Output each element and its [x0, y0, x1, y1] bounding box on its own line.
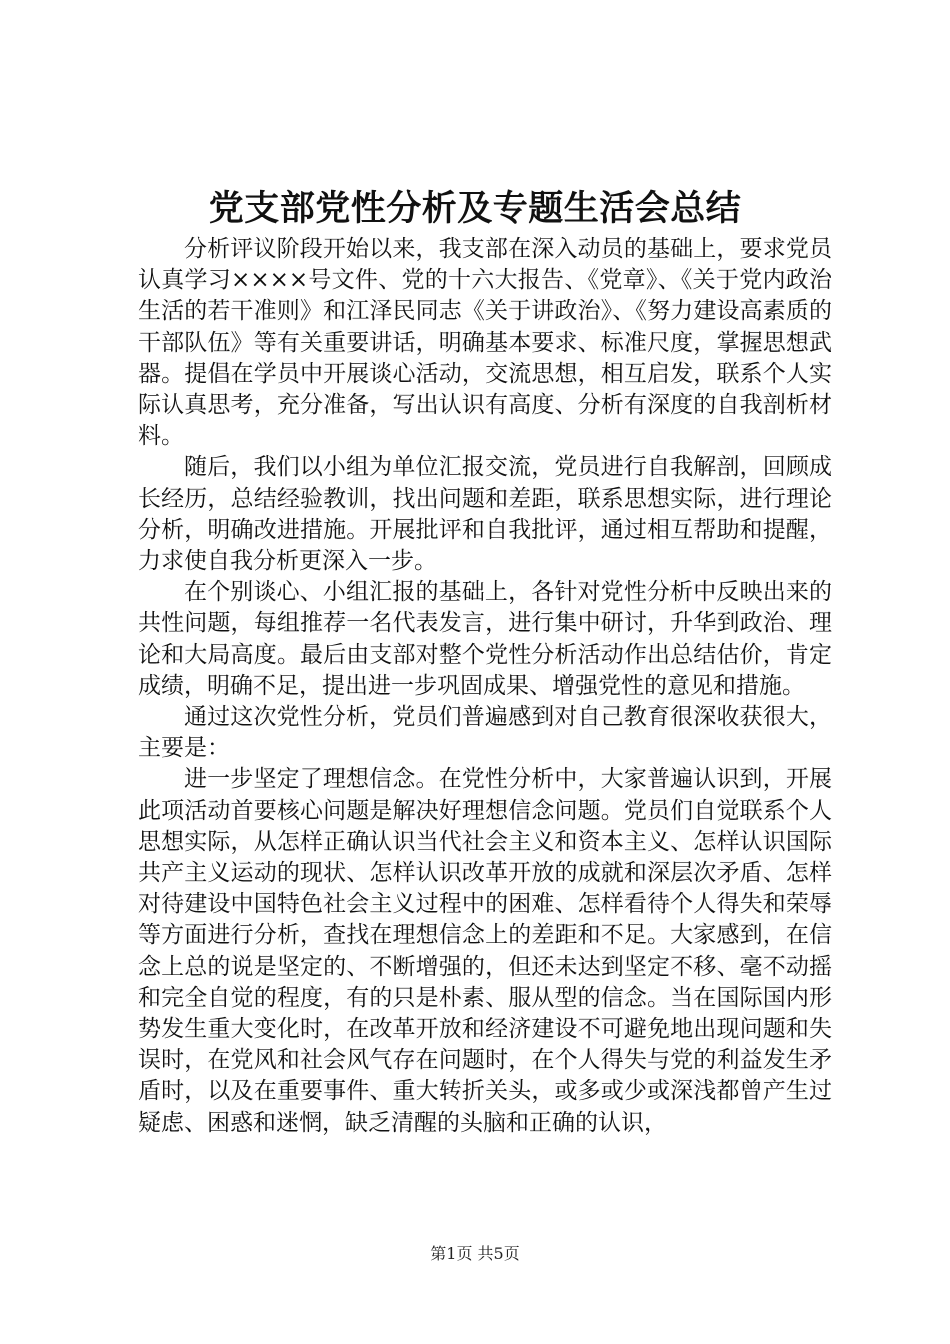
document-title: 党支部党性分析及专题生活会总结 [208, 188, 742, 229]
document-body [138, 234, 832, 1139]
paragraph-2: 随后，我们以小组为单位汇报交流，党员进行自我解剖，回顾成长经历，总结经验教训，找出问题和差距，联系思想实际，进行理论分析，明确改进措施。开展批评和自我批评，通过相互帮助和提醒，力求使自我分析更深入一步。 [138, 454, 832, 575]
paragraph-5: 进一步坚定了理想信念。在党性分析中，大家普遍认识到，开展此项活动首要核心问题是解决好理想信念问题。党员们自觉联系个人思想实际，从怎样正确认识当代社会主义和资本主义、怎样认识国际共产主义运动的现状、怎样认识改革开放的成就和深层次矛盾、怎样对待建设中国特色社会主义过程中的困难、怎样看待个人得失和荣辱等方面进行分析，查找在理想信念上的差距和不足。大家感到，在信念上总的说是坚定的、不断增强的，但还未达到坚定不移、毫不动摇和完全自觉的程度，有的只是朴素、服从型的信念。当在国际国内形势发生重大变化时，在改革开放和经济建设不可避免地出现问题和失误时，在党风和社会风气存在问题时，在个人得失与党的利益发生矛盾时，以及在重要事件、重大转折关头，或多或少或深浅都曾产生过疑虑、困惑和迷惘，缺乏清醒的头脑和正确的认识， [138, 766, 832, 1136]
paragraph-3: 在个别谈心、小组汇报的基础上，各针对党性分析中反映出来的共性问题，每组推荐一名代表发言，进行集中研讨，升华到政治、理论和大局高度。最后由支部对整个党性分析活动作出总结估价，肯定成绩，明确不足，提出进一步巩固成果、增强党性的意见和措施。 [138, 579, 832, 699]
paragraph-4: 通过这次党性分析，党员们普遍感到对自己教育很深收获很大，主要是： [138, 704, 832, 762]
page-number-footer: 第1页 共5页 [430, 1244, 520, 1263]
paragraph-1: 分析评议阶段开始以来，我支部在深入动员的基础上，要求党员认真学习××××号文件、党的十六大报告、《党章》、《关于党内政治生活的若干准则》和江泽民同志《关于讲政治》、《努力建设高素质的干部队伍》等有关重要讲话，明确基本要求、标准尺度，掌握思想武器。提倡在学员中开展谈心活动，交流思想，相互启发，联系个人实际认真思考，充分准备，写出认识有高度、分析有深度的自我剖析材料。 [138, 236, 832, 450]
